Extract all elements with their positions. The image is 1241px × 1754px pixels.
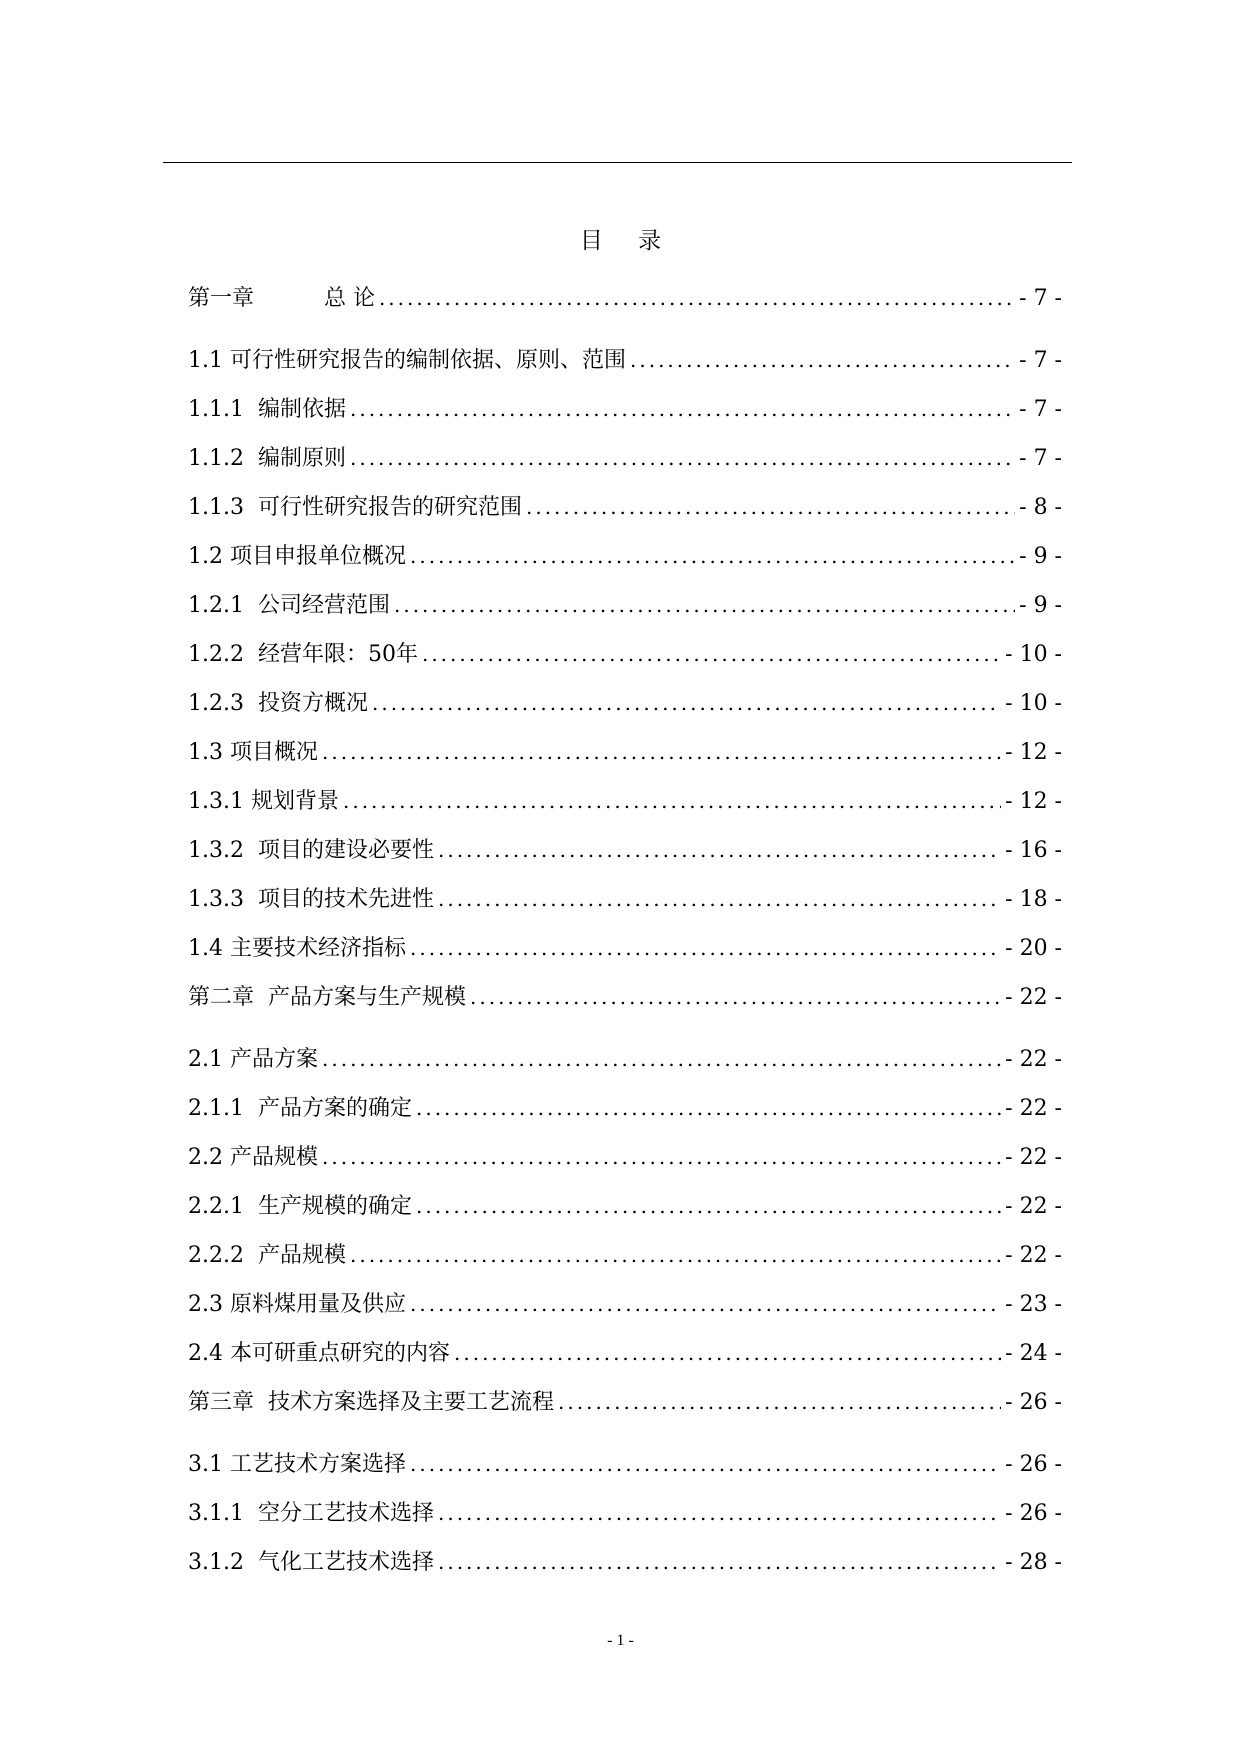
toc-entry[interactable]	[188, 781, 1062, 830]
toc-entry-number: 1.2	[188, 544, 223, 569]
toc-title: 目 录	[579, 228, 676, 254]
toc-entry-number: 2.1.1	[188, 1096, 244, 1121]
toc-entry-page: - 10 -	[1005, 691, 1062, 716]
toc-leader-dots	[416, 1088, 1001, 1128]
toc-entry[interactable]	[188, 536, 1062, 585]
toc-entry-title: 公司经营范围	[243, 593, 390, 618]
toc-entry-page: - 7 -	[1019, 397, 1062, 422]
toc-entry-page: - 22 -	[1005, 1047, 1062, 1072]
toc-leader-dots	[350, 389, 1015, 429]
toc-entry[interactable]	[188, 1137, 1062, 1186]
toc-leader-dots	[372, 683, 1001, 723]
toc-entry[interactable]	[188, 732, 1062, 781]
toc-entry-number: 1.3.3	[188, 887, 244, 912]
toc-entry-page: - 26 -	[1005, 1390, 1062, 1415]
toc-entry[interactable]	[188, 977, 1062, 1039]
toc-leader-dots	[422, 634, 1001, 674]
toc-entry-title: 投资方概况	[243, 691, 368, 716]
toc-entry-number: 1.3	[188, 740, 223, 765]
toc-entry-title: 生产规模的确定	[243, 1194, 412, 1219]
toc-entry-page: - 9 -	[1019, 593, 1062, 618]
toc-entry-number: 1.1.2	[188, 446, 244, 471]
toc-leader-dots	[438, 879, 1001, 919]
toc-entry-page: - 24 -	[1005, 1341, 1062, 1366]
toc-entry-number: 2.2	[188, 1145, 223, 1170]
toc-entry-title: 本可研重点研究的内容	[223, 1341, 450, 1366]
toc-entry[interactable]	[188, 1186, 1062, 1235]
toc-entry[interactable]	[188, 879, 1062, 928]
toc-entry-number: 1.4	[188, 936, 223, 961]
toc-entry[interactable]	[188, 1493, 1062, 1542]
toc-entry[interactable]	[188, 487, 1062, 536]
toc-entry-page: - 23 -	[1005, 1292, 1062, 1317]
toc-entry-page: - 22 -	[1005, 985, 1062, 1010]
toc-entry-number: 第二章	[188, 985, 255, 1010]
toc-leader-dots	[343, 781, 1001, 821]
toc-entry-number: 2.2.2	[188, 1243, 244, 1268]
toc-entry-number: 1.2.2	[188, 642, 244, 667]
toc-entry[interactable]	[188, 278, 1062, 340]
toc-entry-number: 3.1.1	[188, 1501, 244, 1526]
toc-entry-title: 编制原则	[243, 446, 346, 471]
toc-entry-title: 可行性研究报告的研究范围	[243, 495, 522, 520]
toc-entry-title: 项目申报单位概况	[223, 544, 406, 569]
header-rule	[163, 162, 1072, 163]
toc-entry-number: 1.3.2	[188, 838, 244, 863]
toc-entry[interactable]	[188, 634, 1062, 683]
toc-entry-number: 1.1.1	[188, 397, 244, 422]
toc-entry-page: - 7 -	[1019, 446, 1062, 471]
toc-entry-number: 3.1	[188, 1452, 223, 1477]
toc-entry[interactable]	[188, 340, 1062, 389]
toc-entry[interactable]	[188, 1444, 1062, 1493]
toc-entry[interactable]	[188, 928, 1062, 977]
toc-entry-page: - 7 -	[1019, 286, 1062, 311]
page-number: - 1 -	[607, 1632, 634, 1649]
toc-entry-title: 总 论	[254, 286, 375, 311]
toc-entry-title: 产品方案	[223, 1047, 318, 1072]
toc-leader-dots	[416, 1186, 1001, 1226]
toc-entry-title: 可行性研究报告的编制依据、原则、范围	[223, 348, 626, 373]
toc-entry-title: 产品规模	[223, 1145, 318, 1170]
toc-leader-dots	[438, 1493, 1001, 1533]
toc-entry-page: - 18 -	[1005, 887, 1062, 912]
toc-entry[interactable]	[188, 585, 1062, 634]
toc-entry[interactable]	[188, 683, 1062, 732]
toc-entry[interactable]	[188, 830, 1062, 879]
toc-leader-dots	[438, 1542, 1001, 1582]
toc-entry-number: 第三章	[188, 1390, 255, 1415]
table-of-contents	[188, 278, 1062, 1591]
toc-leader-dots	[630, 340, 1015, 380]
toc-entry-page: - 28 -	[1005, 1550, 1062, 1575]
toc-entry-page: - 12 -	[1005, 789, 1062, 814]
toc-entry-page: - 12 -	[1005, 740, 1062, 765]
toc-entry[interactable]	[188, 389, 1062, 438]
toc-leader-dots	[410, 928, 1001, 968]
toc-leader-dots	[350, 1235, 1001, 1275]
toc-entry-number: 1.1	[188, 348, 223, 373]
toc-leader-dots	[322, 1039, 1001, 1079]
toc-entry-title: 产品规模	[243, 1243, 346, 1268]
toc-entry-page: - 7 -	[1019, 348, 1062, 373]
toc-leader-dots	[558, 1382, 1001, 1422]
toc-entry-page: - 22 -	[1005, 1096, 1062, 1121]
toc-leader-dots	[322, 732, 1001, 772]
toc-entry[interactable]	[188, 1284, 1062, 1333]
toc-entry-page: - 26 -	[1005, 1452, 1062, 1477]
toc-leader-dots	[410, 1444, 1001, 1484]
toc-leader-dots	[410, 1284, 1001, 1324]
toc-entry-title: 空分工艺技术选择	[243, 1501, 434, 1526]
toc-entry-title: 经营年限：50年	[243, 642, 418, 667]
toc-entry-title: 产品方案与生产规模	[254, 985, 467, 1010]
toc-leader-dots	[526, 487, 1015, 527]
toc-leader-dots	[322, 1137, 1001, 1177]
toc-entry-page: - 20 -	[1005, 936, 1062, 961]
toc-leader-dots	[350, 438, 1015, 478]
toc-entry[interactable]	[188, 1235, 1062, 1284]
toc-entry[interactable]	[188, 1039, 1062, 1088]
toc-entry[interactable]	[188, 438, 1062, 487]
toc-entry[interactable]	[188, 1542, 1062, 1591]
toc-leader-dots	[410, 536, 1015, 576]
toc-entry-number: 2.2.1	[188, 1194, 244, 1219]
toc-entry-number: 1.3.1	[188, 789, 244, 814]
toc-entry-page: - 22 -	[1005, 1194, 1062, 1219]
toc-entry[interactable]	[188, 1382, 1062, 1444]
toc-entry-page: - 9 -	[1019, 544, 1062, 569]
toc-entry-title: 原料煤用量及供应	[223, 1292, 406, 1317]
toc-entry-number: 1.2.3	[188, 691, 244, 716]
toc-leader-dots	[454, 1333, 1001, 1373]
toc-entry-number: 1.2.1	[188, 593, 244, 618]
toc-entry-number: 2.4	[188, 1341, 223, 1366]
toc-entry-title: 编制依据	[243, 397, 346, 422]
toc-entry-title: 产品方案的确定	[243, 1096, 412, 1121]
toc-entry[interactable]	[188, 1088, 1062, 1137]
toc-entry-title: 主要技术经济指标	[223, 936, 406, 961]
toc-entry-number: 1.1.3	[188, 495, 244, 520]
toc-entry-number: 第一章	[188, 286, 255, 311]
toc-entry-title: 规划背景	[243, 789, 339, 814]
toc-leader-dots	[394, 585, 1015, 625]
toc-entry-number: 3.1.2	[188, 1550, 244, 1575]
toc-entry-title: 项目的建设必要性	[243, 838, 434, 863]
toc-leader-dots	[438, 830, 1001, 870]
toc-entry-title: 项目的技术先进性	[243, 887, 434, 912]
toc-entry-page: - 10 -	[1005, 642, 1062, 667]
toc-entry-page: - 8 -	[1019, 495, 1062, 520]
toc-entry-title: 项目概况	[223, 740, 318, 765]
toc-entry-title: 气化工艺技术选择	[243, 1550, 434, 1575]
toc-entry-title: 工艺技术方案选择	[223, 1452, 406, 1477]
toc-leader-dots	[379, 278, 1015, 318]
toc-entry-title: 技术方案选择及主要工艺流程	[254, 1390, 555, 1415]
toc-entry-number: 2.1	[188, 1047, 223, 1072]
toc-leader-dots	[470, 977, 1001, 1017]
toc-entry-page: - 22 -	[1005, 1145, 1062, 1170]
toc-entry-number: 2.3	[188, 1292, 223, 1317]
toc-entry-page: - 26 -	[1005, 1501, 1062, 1526]
toc-entry-page: - 16 -	[1005, 838, 1062, 863]
toc-entry[interactable]	[188, 1333, 1062, 1382]
toc-entry-page: - 22 -	[1005, 1243, 1062, 1268]
